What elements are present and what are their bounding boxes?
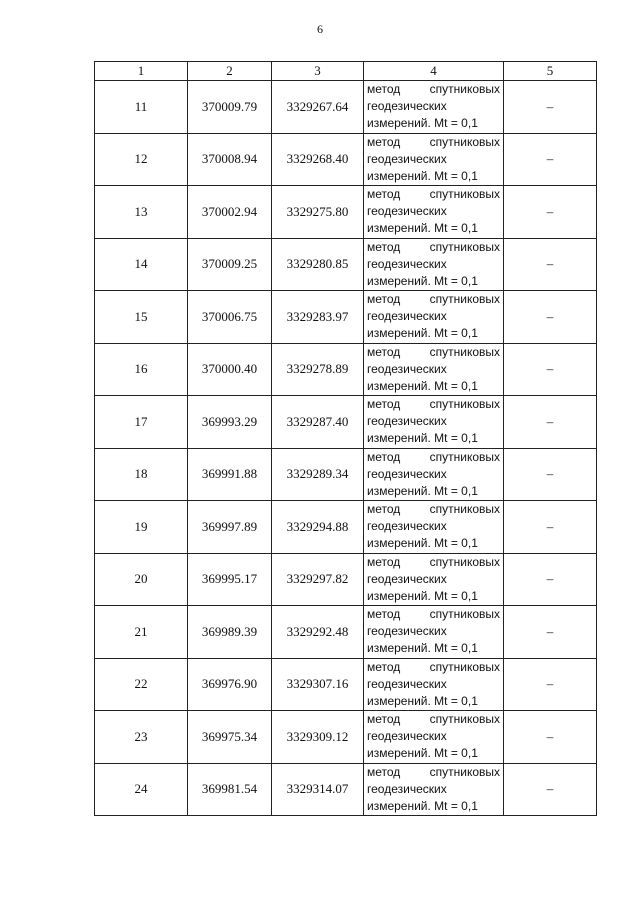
method-line-2: геодезических xyxy=(367,571,447,586)
method-line-3: измерений. Mt = 0,1 xyxy=(367,483,478,498)
point-number: 14 xyxy=(95,238,188,291)
method-line-3: измерений. Mt = 0,1 xyxy=(367,326,478,341)
coordinate-x: 370006.75 xyxy=(188,291,272,344)
coordinate-x: 369976.90 xyxy=(188,658,272,711)
coordinate-x: 370009.25 xyxy=(188,238,272,291)
table-header-row xyxy=(95,62,597,81)
table-row xyxy=(95,133,597,186)
method-cell xyxy=(364,448,504,501)
table-row xyxy=(95,606,597,659)
coordinate-y: 3329314.07 xyxy=(272,763,364,816)
method-line-2: геодезических xyxy=(367,414,447,429)
coordinate-x: 369989.39 xyxy=(188,606,272,659)
method-line-3: измерений. Mt = 0,1 xyxy=(367,221,478,236)
point-number: 18 xyxy=(95,448,188,501)
method-cell xyxy=(364,186,504,239)
note-cell: – xyxy=(504,396,597,449)
table-row xyxy=(95,658,597,711)
page-number: 6 xyxy=(317,22,323,36)
method-line-2: геодезических xyxy=(367,519,447,534)
coordinate-x: 369993.29 xyxy=(188,396,272,449)
method-cell xyxy=(364,763,504,816)
method-line-2: геодезических xyxy=(367,256,447,271)
method-line-2: геодезических xyxy=(367,466,447,481)
point-number: 15 xyxy=(95,291,188,344)
header-col-1: 1 xyxy=(95,62,188,81)
coordinate-y: 3329278.89 xyxy=(272,343,364,396)
method-cell xyxy=(364,291,504,344)
method-line-2: геодезических xyxy=(367,729,447,744)
method-line-2: геодезических xyxy=(367,781,447,796)
method-line-1: метод спутниковых xyxy=(367,764,500,779)
method-cell xyxy=(364,81,504,134)
note-cell: – xyxy=(504,291,597,344)
coordinates-table xyxy=(94,61,597,816)
method-line-3: измерений. Mt = 0,1 xyxy=(367,798,478,813)
point-number: 13 xyxy=(95,186,188,239)
method-line-3: измерений. Mt = 0,1 xyxy=(367,378,478,393)
point-number: 20 xyxy=(95,553,188,606)
method-line-1: метод спутниковых xyxy=(367,344,500,359)
method-cell xyxy=(364,501,504,554)
table-row xyxy=(95,711,597,764)
note-cell: – xyxy=(504,448,597,501)
note-cell: – xyxy=(504,343,597,396)
table-row xyxy=(95,343,597,396)
method-line-1: метод спутниковых xyxy=(367,187,500,202)
point-number: 21 xyxy=(95,606,188,659)
note-cell: – xyxy=(504,606,597,659)
method-line-1: метод спутниковых xyxy=(367,239,500,254)
method-line-3: измерений. Mt = 0,1 xyxy=(367,273,478,288)
note-cell: – xyxy=(504,133,597,186)
method-line-3: измерений. Mt = 0,1 xyxy=(367,641,478,656)
method-line-1: метод спутниковых xyxy=(367,659,500,674)
note-cell: – xyxy=(504,553,597,606)
coordinate-y: 3329280.85 xyxy=(272,238,364,291)
method-line-1: метод спутниковых xyxy=(367,554,500,569)
method-cell xyxy=(364,343,504,396)
table-row xyxy=(95,81,597,134)
coordinate-y: 3329309.12 xyxy=(272,711,364,764)
note-cell: – xyxy=(504,658,597,711)
coordinate-x: 369997.89 xyxy=(188,501,272,554)
method-line-2: геодезических xyxy=(367,151,447,166)
note-cell: – xyxy=(504,763,597,816)
coordinate-y: 3329297.82 xyxy=(272,553,364,606)
method-line-1: метод спутниковых xyxy=(367,82,500,97)
method-cell xyxy=(364,658,504,711)
method-cell xyxy=(364,396,504,449)
point-number: 22 xyxy=(95,658,188,711)
method-line-2: геодезических xyxy=(367,676,447,691)
table-row xyxy=(95,763,597,816)
table-row xyxy=(95,448,597,501)
coordinate-y: 3329267.64 xyxy=(272,81,364,134)
method-line-2: геодезических xyxy=(367,99,447,114)
coordinate-x: 370008.94 xyxy=(188,133,272,186)
method-line-2: геодезических xyxy=(367,624,447,639)
point-number: 19 xyxy=(95,501,188,554)
coordinate-y: 3329268.40 xyxy=(272,133,364,186)
coordinate-y: 3329294.88 xyxy=(272,501,364,554)
header-col-3: 3 xyxy=(272,62,364,81)
coordinate-x: 370002.94 xyxy=(188,186,272,239)
table-row xyxy=(95,238,597,291)
method-cell xyxy=(364,711,504,764)
note-cell: – xyxy=(504,81,597,134)
method-line-1: метод спутниковых xyxy=(367,502,500,517)
note-cell: – xyxy=(504,711,597,764)
method-cell xyxy=(364,606,504,659)
method-line-2: геодезических xyxy=(367,309,447,324)
coordinate-x: 370009.79 xyxy=(188,81,272,134)
coordinate-y: 3329307.16 xyxy=(272,658,364,711)
point-number: 24 xyxy=(95,763,188,816)
method-line-3: измерений. Mt = 0,1 xyxy=(367,116,478,131)
header-col-5: 5 xyxy=(504,62,597,81)
method-line-3: измерений. Mt = 0,1 xyxy=(367,693,478,708)
note-cell: – xyxy=(504,186,597,239)
method-line-3: измерений. Mt = 0,1 xyxy=(367,588,478,603)
header-col-4: 4 xyxy=(364,62,504,81)
coordinate-y: 3329289.34 xyxy=(272,448,364,501)
table-row xyxy=(95,501,597,554)
method-line-1: метод спутниковых xyxy=(367,607,500,622)
method-line-2: геодезических xyxy=(367,361,447,376)
point-number: 23 xyxy=(95,711,188,764)
coordinate-x: 370000.40 xyxy=(188,343,272,396)
coordinate-y: 3329283.97 xyxy=(272,291,364,344)
coordinate-x: 369995.17 xyxy=(188,553,272,606)
table-row xyxy=(95,396,597,449)
coordinate-y: 3329287.40 xyxy=(272,396,364,449)
coordinate-x: 369975.34 xyxy=(188,711,272,764)
point-number: 12 xyxy=(95,133,188,186)
table-body xyxy=(95,81,597,816)
coordinate-x: 369991.88 xyxy=(188,448,272,501)
method-line-1: метод спутниковых xyxy=(367,292,500,307)
point-number: 17 xyxy=(95,396,188,449)
method-cell xyxy=(364,553,504,606)
point-number: 16 xyxy=(95,343,188,396)
method-line-3: измерений. Mt = 0,1 xyxy=(367,746,478,761)
coordinate-y: 3329292.48 xyxy=(272,606,364,659)
coordinate-x: 369981.54 xyxy=(188,763,272,816)
table-row xyxy=(95,553,597,606)
note-cell: – xyxy=(504,501,597,554)
table-row xyxy=(95,291,597,344)
header-col-2: 2 xyxy=(188,62,272,81)
method-line-1: метод спутниковых xyxy=(367,712,500,727)
method-cell xyxy=(364,238,504,291)
method-line-1: метод спутниковых xyxy=(367,397,500,412)
note-cell: – xyxy=(504,238,597,291)
point-number: 11 xyxy=(95,81,188,134)
method-line-1: метод спутниковых xyxy=(367,134,500,149)
method-line-2: геодезических xyxy=(367,204,447,219)
method-line-1: метод спутниковых xyxy=(367,449,500,464)
method-line-3: измерений. Mt = 0,1 xyxy=(367,431,478,446)
method-cell xyxy=(364,133,504,186)
table-row xyxy=(95,186,597,239)
method-line-3: измерений. Mt = 0,1 xyxy=(367,536,478,551)
method-line-3: измерений. Mt = 0,1 xyxy=(367,168,478,183)
coordinate-y: 3329275.80 xyxy=(272,186,364,239)
